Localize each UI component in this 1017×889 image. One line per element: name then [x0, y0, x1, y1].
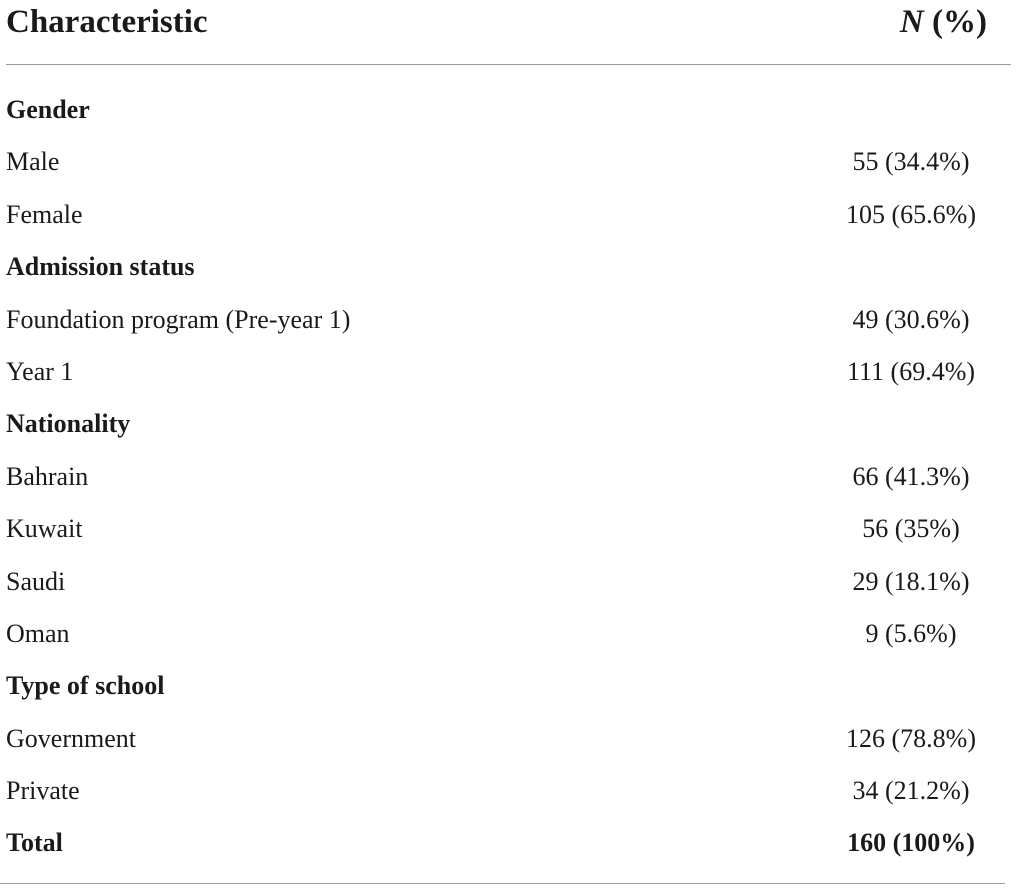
row-label: Bahrain: [6, 461, 89, 491]
header-n-percent: [900, 2, 987, 42]
table-row: [6, 189, 1011, 241]
row-value: 126 (78.8%): [846, 723, 976, 753]
table-row: [6, 713, 1011, 765]
row-value: 9 (5.6%): [865, 618, 957, 648]
section-title: Nationality: [6, 409, 131, 439]
table-row: [6, 503, 1011, 555]
header-characteristic: Characteristic: [6, 4, 208, 40]
row-value: 66 (41.3%): [852, 461, 970, 491]
section-row-admission-status: [6, 241, 1011, 293]
row-label: Foundation program (Pre-year 1): [6, 304, 351, 334]
row-value: 55 (34.4%): [852, 147, 970, 177]
section-title: Admission status: [6, 252, 195, 282]
table-row: [6, 346, 1011, 398]
total-label: Total: [6, 828, 63, 858]
table-row: [6, 451, 1011, 503]
row-label: Saudi: [6, 566, 66, 596]
total-value: 160 (100%): [847, 828, 975, 858]
row-label: Year 1: [6, 356, 74, 386]
section-title: Gender: [6, 95, 90, 124]
table-row: [6, 556, 1011, 608]
row-label: Government: [6, 723, 136, 753]
header-percent-symbol: (%): [923, 4, 987, 40]
header-n-symbol: N: [899, 4, 924, 40]
section-row-gender: [6, 84, 1011, 136]
row-label: Kuwait: [6, 514, 83, 544]
table-row: [6, 765, 1011, 817]
table-body: [6, 65, 1011, 870]
row-label: Private: [6, 776, 80, 806]
total-row: [6, 817, 1011, 869]
section-row-nationality: [6, 398, 1011, 450]
section-title: Type of school: [6, 671, 165, 701]
row-value: 49 (30.6%): [852, 304, 970, 334]
row-value: 105 (65.6%): [846, 199, 976, 229]
table-row: [6, 608, 1011, 660]
section-row-type-of-school: [6, 660, 1011, 712]
row-value: 111 (69.4%): [846, 356, 976, 386]
table-row: [6, 294, 1011, 346]
row-label: Female: [6, 199, 83, 229]
table-bottom-rule: [0, 883, 1005, 884]
row-label: Oman: [6, 618, 70, 648]
table-header: [6, 0, 1011, 65]
table-row: [6, 136, 1011, 188]
demographics-table: [6, 0, 1011, 870]
row-value: 56 (35%): [862, 514, 960, 544]
row-value: 29 (18.1%): [852, 566, 970, 596]
row-value: 34 (21.2%): [852, 776, 970, 806]
row-label: Male: [6, 147, 60, 177]
